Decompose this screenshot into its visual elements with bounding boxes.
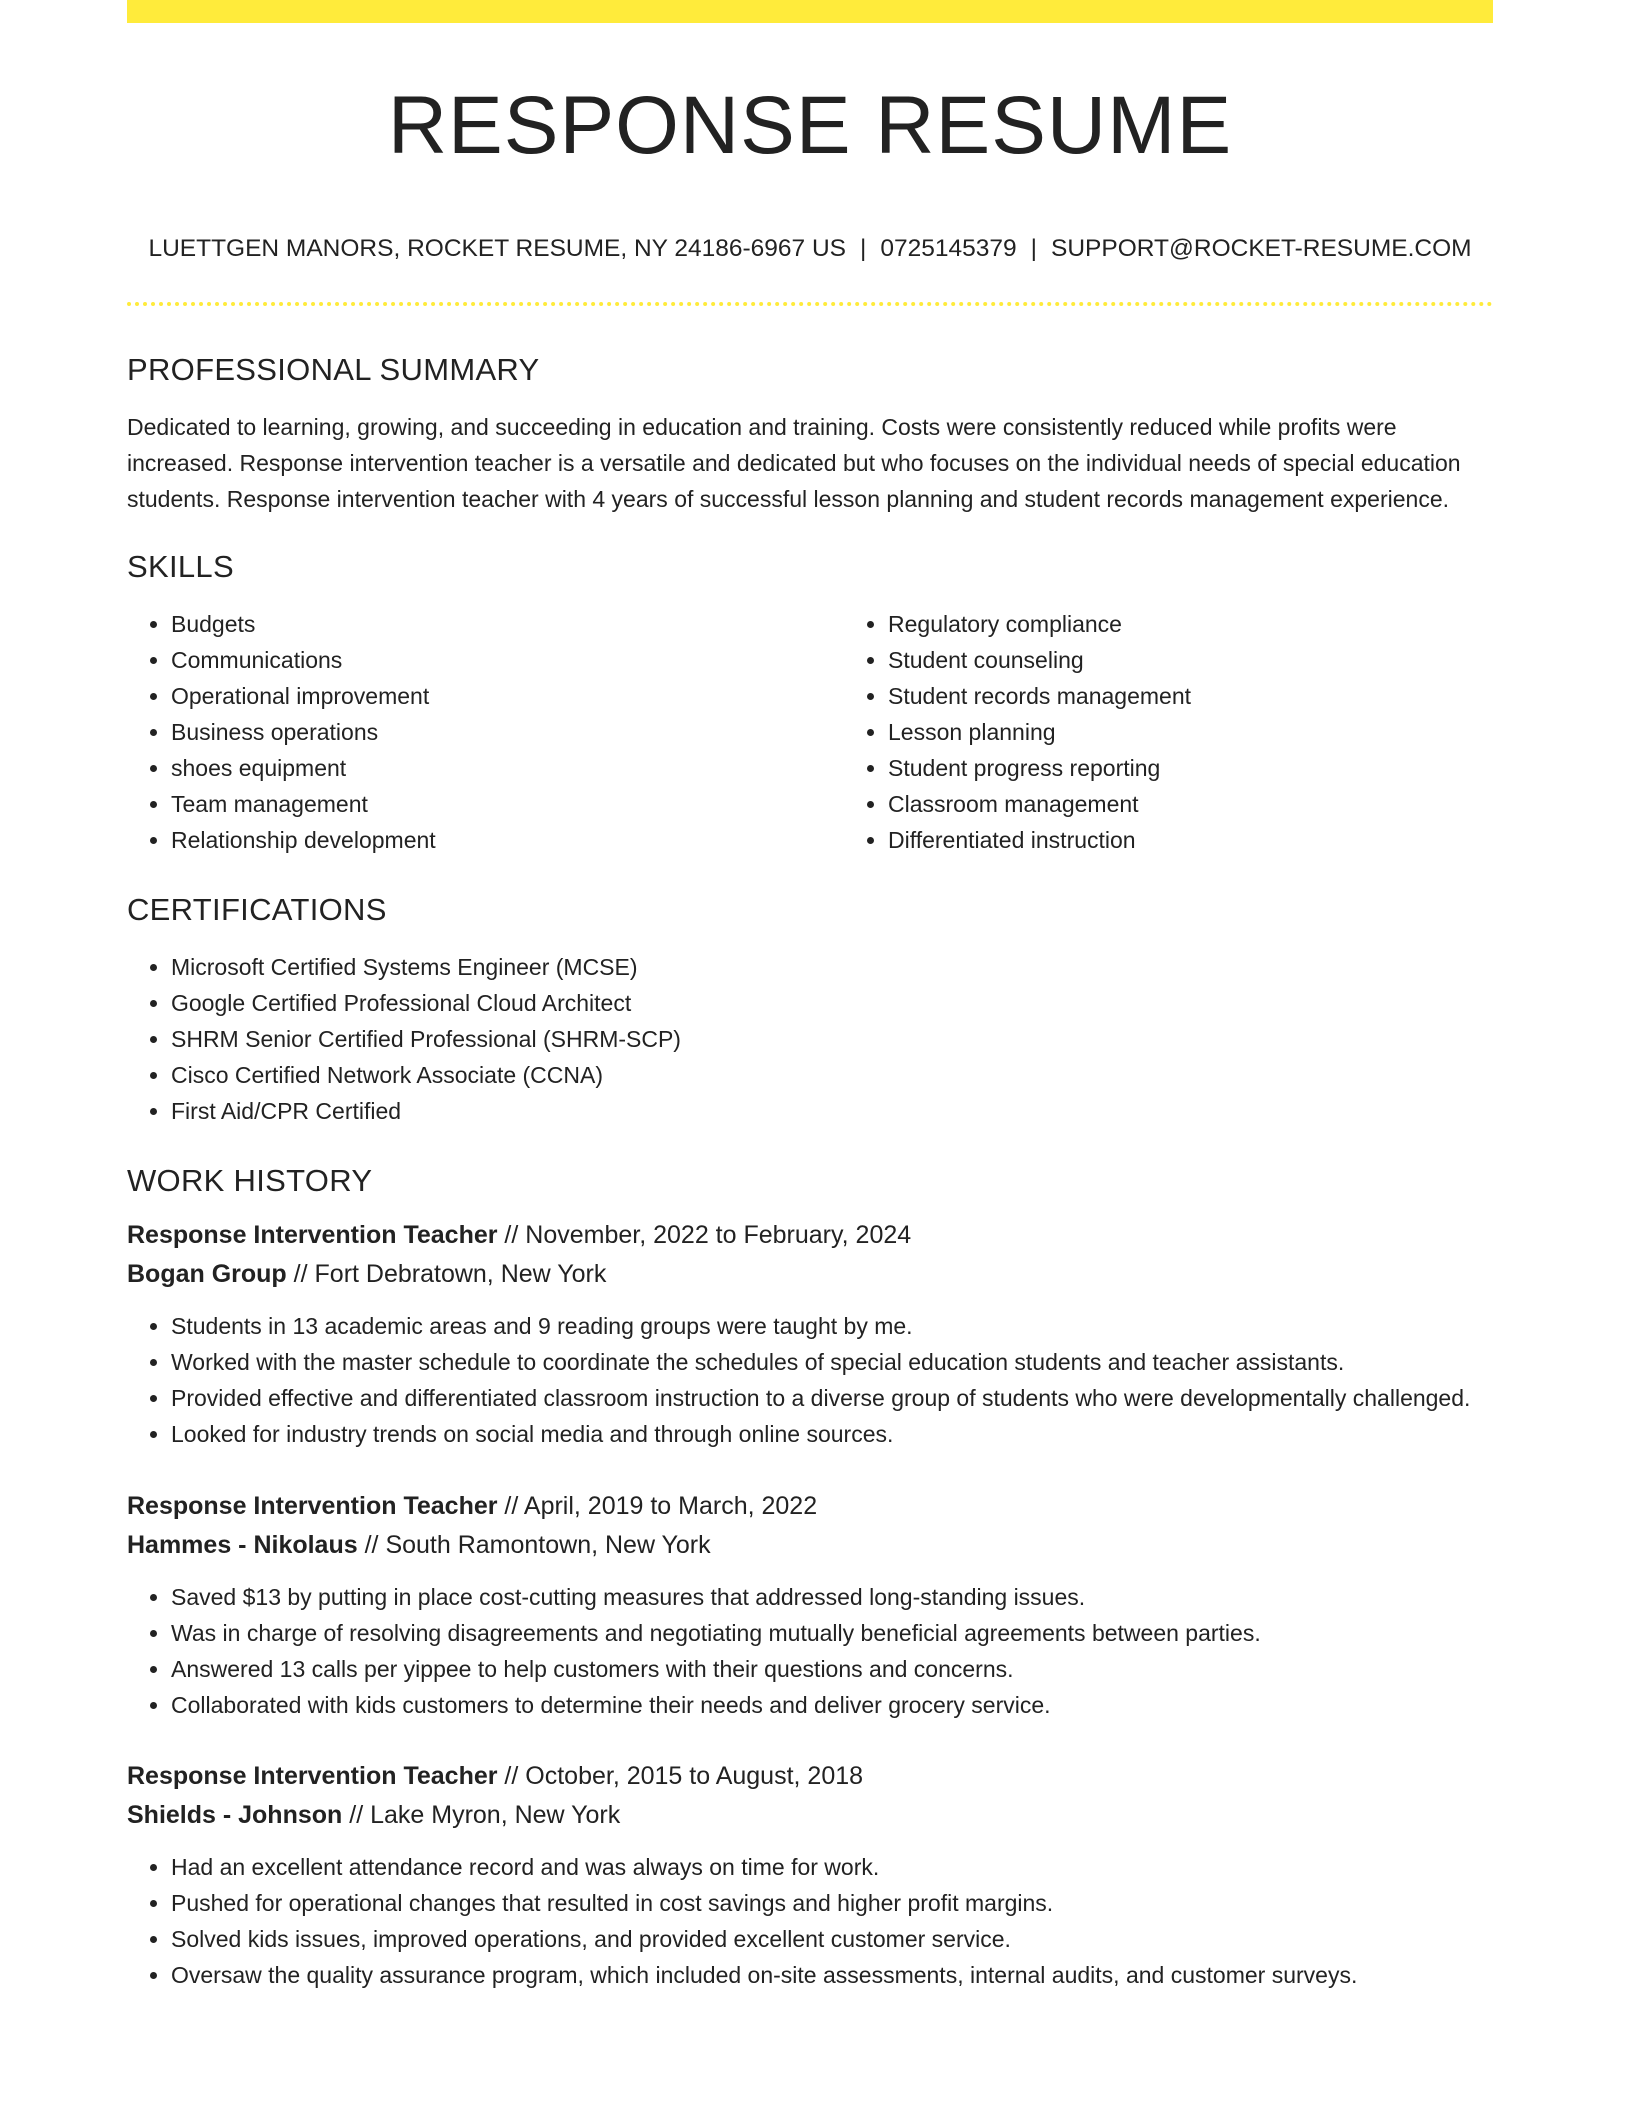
contact-line bbox=[127, 237, 1493, 262]
job-dates: November, 2022 to February, 2024 bbox=[525, 1220, 912, 1249]
job-separator: // bbox=[497, 1491, 524, 1520]
job-entry bbox=[127, 1487, 1493, 1723]
job-bullets bbox=[127, 1849, 1493, 1993]
job-bullet: • Provided effective and differentiated classroom instruction to a diverse group of students who were developmentally challenged. bbox=[171, 1380, 1493, 1416]
job-entry bbox=[127, 1216, 1493, 1452]
skill-item: • Differentiated instruction bbox=[888, 822, 1561, 858]
certification-item: • Cisco Certified Network Associate (CCNA) bbox=[171, 1057, 1493, 1093]
skill-item: • Operational improvement bbox=[171, 678, 844, 714]
contact-separator: | bbox=[1030, 235, 1038, 262]
summary-heading: PROFESSIONAL SUMMARY bbox=[127, 351, 540, 387]
skills-left-list bbox=[127, 606, 844, 858]
skill-item: • Relationship development bbox=[171, 822, 844, 858]
skill-item: • Classroom management bbox=[888, 786, 1561, 822]
job-separator: // bbox=[342, 1800, 371, 1829]
certifications-list bbox=[127, 949, 1493, 1129]
job-title-line bbox=[127, 1487, 1493, 1526]
job-separator: // bbox=[497, 1220, 526, 1249]
job-bullets bbox=[127, 1579, 1493, 1723]
work-history-list bbox=[127, 1216, 1493, 1993]
summary-text: Dedicated to learning, growing, and succeeding in education and training. Costs were consistently reduced while profits were increased. Response intervention teacher is a versatile and dedicated but who focuses on the individual needs of special education students. Response intervention teacher with 4 years of successful lesson planning and student records management experience. bbox=[127, 413, 1461, 512]
job-bullet: • Students in 13 academic areas and 9 reading groups were taught by me. bbox=[171, 1308, 1493, 1344]
job-entry bbox=[127, 1757, 1493, 1993]
job-role: Response Intervention Teacher bbox=[127, 1761, 498, 1790]
contact-address: LUETTGEN MANORS, ROCKET RESUME, NY 24186-6967 US bbox=[148, 235, 846, 262]
job-company-line bbox=[127, 1796, 1493, 1835]
job-separator: // bbox=[286, 1259, 315, 1288]
job-company: Bogan Group bbox=[127, 1259, 287, 1288]
job-role: Response Intervention Teacher bbox=[127, 1491, 498, 1520]
job-separator: // bbox=[497, 1761, 526, 1790]
job-company-line bbox=[127, 1255, 1493, 1294]
job-bullet: • Looked for industry trends on social media and through online sources. bbox=[171, 1416, 1493, 1452]
work-history-heading: WORK HISTORY bbox=[127, 1162, 373, 1198]
skill-item: • Team management bbox=[171, 786, 844, 822]
job-bullet: • Worked with the master schedule to coordinate the schedules of special education students and teacher assistants. bbox=[171, 1344, 1493, 1380]
job-bullet: • Had an excellent attendance record and was always on time for work. bbox=[171, 1849, 1493, 1885]
skill-item: • Student records management bbox=[888, 678, 1561, 714]
job-company-line bbox=[127, 1526, 1493, 1565]
job-bullets bbox=[127, 1308, 1493, 1452]
job-bullet: • Pushed for operational changes that resulted in cost savings and higher profit margins. bbox=[171, 1885, 1493, 1921]
job-bullet: • Solved kids issues, improved operations, and provided excellent customer service. bbox=[171, 1921, 1493, 1957]
skill-item: • Student progress reporting bbox=[888, 750, 1561, 786]
job-bullet: • Oversaw the quality assurance program, which included on-site assessments, internal audits, and customer surveys. bbox=[171, 1957, 1493, 1993]
contact-phone: 0725145379 bbox=[880, 235, 1017, 262]
skill-item: • shoes equipment bbox=[171, 750, 844, 786]
skills-grid bbox=[127, 606, 1493, 858]
job-company: Shields - Johnson bbox=[127, 1800, 343, 1829]
skill-item: • Lesson planning bbox=[888, 714, 1561, 750]
job-company: Hammes - Nikolaus bbox=[127, 1530, 358, 1559]
job-separator: // bbox=[357, 1530, 386, 1559]
job-dates: October, 2015 to August, 2018 bbox=[525, 1761, 864, 1790]
job-bullet: • Was in charge of resolving disagreements and negotiating mutually beneficial agreements between parties. bbox=[171, 1615, 1493, 1651]
certification-item: • Google Certified Professional Cloud Architect bbox=[171, 985, 1493, 1021]
job-bullet: • Saved $13 by putting in place cost-cutting measures that addressed long-standing issues. bbox=[171, 1579, 1493, 1615]
skills-heading: SKILLS bbox=[127, 548, 234, 584]
job-location: South Ramontown, New York bbox=[385, 1530, 711, 1559]
job-location: Fort Debratown, New York bbox=[314, 1259, 607, 1288]
job-dates: April, 2019 to March, 2022 bbox=[523, 1491, 818, 1520]
resume-name: RESPONSE RESUME bbox=[387, 80, 1233, 171]
certifications-heading: CERTIFICATIONS bbox=[127, 891, 387, 927]
accent-top-bar bbox=[127, 0, 1493, 23]
dotted-divider bbox=[127, 302, 1493, 306]
certification-item: • Microsoft Certified Systems Engineer (MCSE) bbox=[171, 949, 1493, 985]
skill-item: • Business operations bbox=[171, 714, 844, 750]
contact-separator: | bbox=[860, 235, 867, 262]
skill-item: • Regulatory compliance bbox=[888, 606, 1561, 642]
skills-right-list bbox=[844, 606, 1561, 858]
skill-item: • Communications bbox=[171, 642, 844, 678]
job-bullet: • Answered 13 calls per yippee to help customers with their questions and concerns. bbox=[171, 1651, 1493, 1687]
job-title-line bbox=[127, 1216, 1493, 1255]
resume-page bbox=[127, 0, 1493, 1993]
skill-item: • Student counseling bbox=[888, 642, 1561, 678]
certification-item: • SHRM Senior Certified Professional (SHRM-SCP) bbox=[171, 1021, 1493, 1057]
job-role: Response Intervention Teacher bbox=[127, 1220, 498, 1249]
job-bullet: • Collaborated with kids customers to determine their needs and deliver grocery service. bbox=[171, 1687, 1493, 1723]
contact-email: SUPPORT@ROCKET-RESUME.COM bbox=[1051, 235, 1472, 262]
job-title-line bbox=[127, 1757, 1493, 1796]
job-location: Lake Myron, New York bbox=[370, 1800, 621, 1829]
certification-item: • First Aid/CPR Certified bbox=[171, 1093, 1493, 1129]
skill-item: • Budgets bbox=[171, 606, 844, 642]
